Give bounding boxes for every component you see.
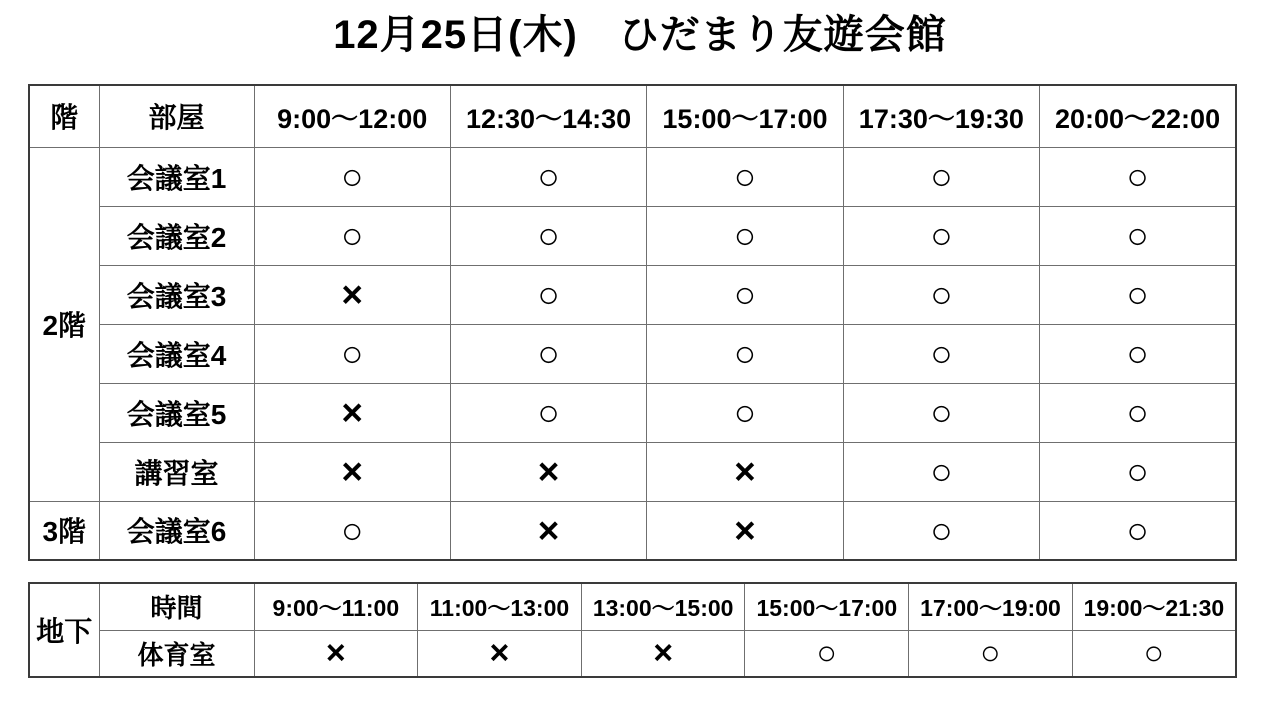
- availability-cell: ○: [843, 265, 1039, 324]
- room-availability-table: [28, 84, 1237, 561]
- floor-label-2f: 2階: [29, 147, 99, 501]
- page-title: 12月25日(木) ひだまり友遊会館: [333, 13, 947, 57]
- table-row: [29, 501, 1236, 560]
- availability-cell: ○: [1040, 383, 1236, 442]
- time-slot-header: 11:00～13:00: [418, 583, 582, 630]
- availability-cell: ×: [581, 630, 745, 677]
- time-slot-header: 15:00～17:00: [745, 583, 909, 630]
- availability-cell: ○: [647, 206, 843, 265]
- time-slot-header: 15:00～17:00: [647, 85, 843, 147]
- availability-cell: ○: [1040, 324, 1236, 383]
- table-row: [29, 324, 1236, 383]
- availability-cell: ×: [254, 630, 418, 677]
- room-name-cell: 会議室2: [99, 206, 254, 265]
- table-row: [29, 147, 1236, 206]
- time-slot-header: 20:00～22:00: [1040, 85, 1236, 147]
- availability-cell: ○: [1040, 442, 1236, 501]
- table-row: [29, 265, 1236, 324]
- availability-cell: ○: [1072, 630, 1236, 677]
- availability-cell: ○: [843, 442, 1039, 501]
- main-header-row: [29, 85, 1236, 147]
- room-name-cell: 会議室5: [99, 383, 254, 442]
- room-name-cell: 会議室3: [99, 265, 254, 324]
- availability-cell: ○: [450, 383, 646, 442]
- availability-cell: ○: [1040, 501, 1236, 560]
- availability-cell: ○: [1040, 206, 1236, 265]
- room-name-cell: 会議室6: [99, 501, 254, 560]
- time-row-header: 時間: [99, 583, 254, 630]
- time-slot-header: 12:30～14:30: [450, 85, 646, 147]
- time-slot-header: 9:00～12:00: [254, 85, 450, 147]
- room-name-cell: 講習室: [99, 442, 254, 501]
- basement-availability-table: [28, 582, 1237, 678]
- availability-cell: ○: [450, 265, 646, 324]
- time-slot-header: 17:00～19:00: [909, 583, 1073, 630]
- availability-cell: ○: [254, 206, 450, 265]
- room-name-cell: 会議室1: [99, 147, 254, 206]
- availability-cell: ×: [450, 442, 646, 501]
- availability-cell: ×: [450, 501, 646, 560]
- availability-cell: ○: [647, 147, 843, 206]
- time-slot-header: 9:00～11:00: [254, 583, 418, 630]
- time-slot-header: 13:00～15:00: [581, 583, 745, 630]
- floor-label-basement: 地下: [29, 583, 99, 677]
- availability-cell: ○: [254, 324, 450, 383]
- availability-cell: ×: [254, 265, 450, 324]
- availability-cell: ○: [843, 324, 1039, 383]
- availability-cell: ○: [254, 147, 450, 206]
- availability-cell: ×: [254, 383, 450, 442]
- availability-cell: ○: [450, 206, 646, 265]
- time-slot-header: 19:00～21:30: [1072, 583, 1236, 630]
- room-name-cell: 体育室: [99, 630, 254, 677]
- room-column-header: 部屋: [99, 85, 254, 147]
- availability-cell: ○: [647, 265, 843, 324]
- floor-label-3f: 3階: [29, 501, 99, 560]
- availability-cell: ○: [843, 147, 1039, 206]
- availability-cell: ○: [254, 501, 450, 560]
- availability-cell: ○: [450, 324, 646, 383]
- availability-cell: ○: [1040, 147, 1236, 206]
- availability-cell: ○: [745, 630, 909, 677]
- floor-column-header: 階: [29, 85, 99, 147]
- table-row: [29, 206, 1236, 265]
- time-slot-header: 17:30～19:30: [843, 85, 1039, 147]
- availability-cell: ○: [647, 383, 843, 442]
- availability-cell: ○: [909, 630, 1073, 677]
- table-row: [29, 383, 1236, 442]
- availability-cell: ○: [843, 206, 1039, 265]
- availability-cell: ○: [1040, 265, 1236, 324]
- room-name-cell: 会議室4: [99, 324, 254, 383]
- availability-cell: ○: [843, 501, 1039, 560]
- availability-cell: ×: [254, 442, 450, 501]
- availability-cell: ×: [418, 630, 582, 677]
- basement-header-row: [29, 583, 1236, 630]
- table-row: [29, 630, 1236, 677]
- availability-cell: ○: [843, 383, 1039, 442]
- availability-cell: ×: [647, 442, 843, 501]
- availability-cell: ×: [647, 501, 843, 560]
- table-row: [29, 442, 1236, 501]
- availability-cell: ○: [647, 324, 843, 383]
- availability-cell: ○: [450, 147, 646, 206]
